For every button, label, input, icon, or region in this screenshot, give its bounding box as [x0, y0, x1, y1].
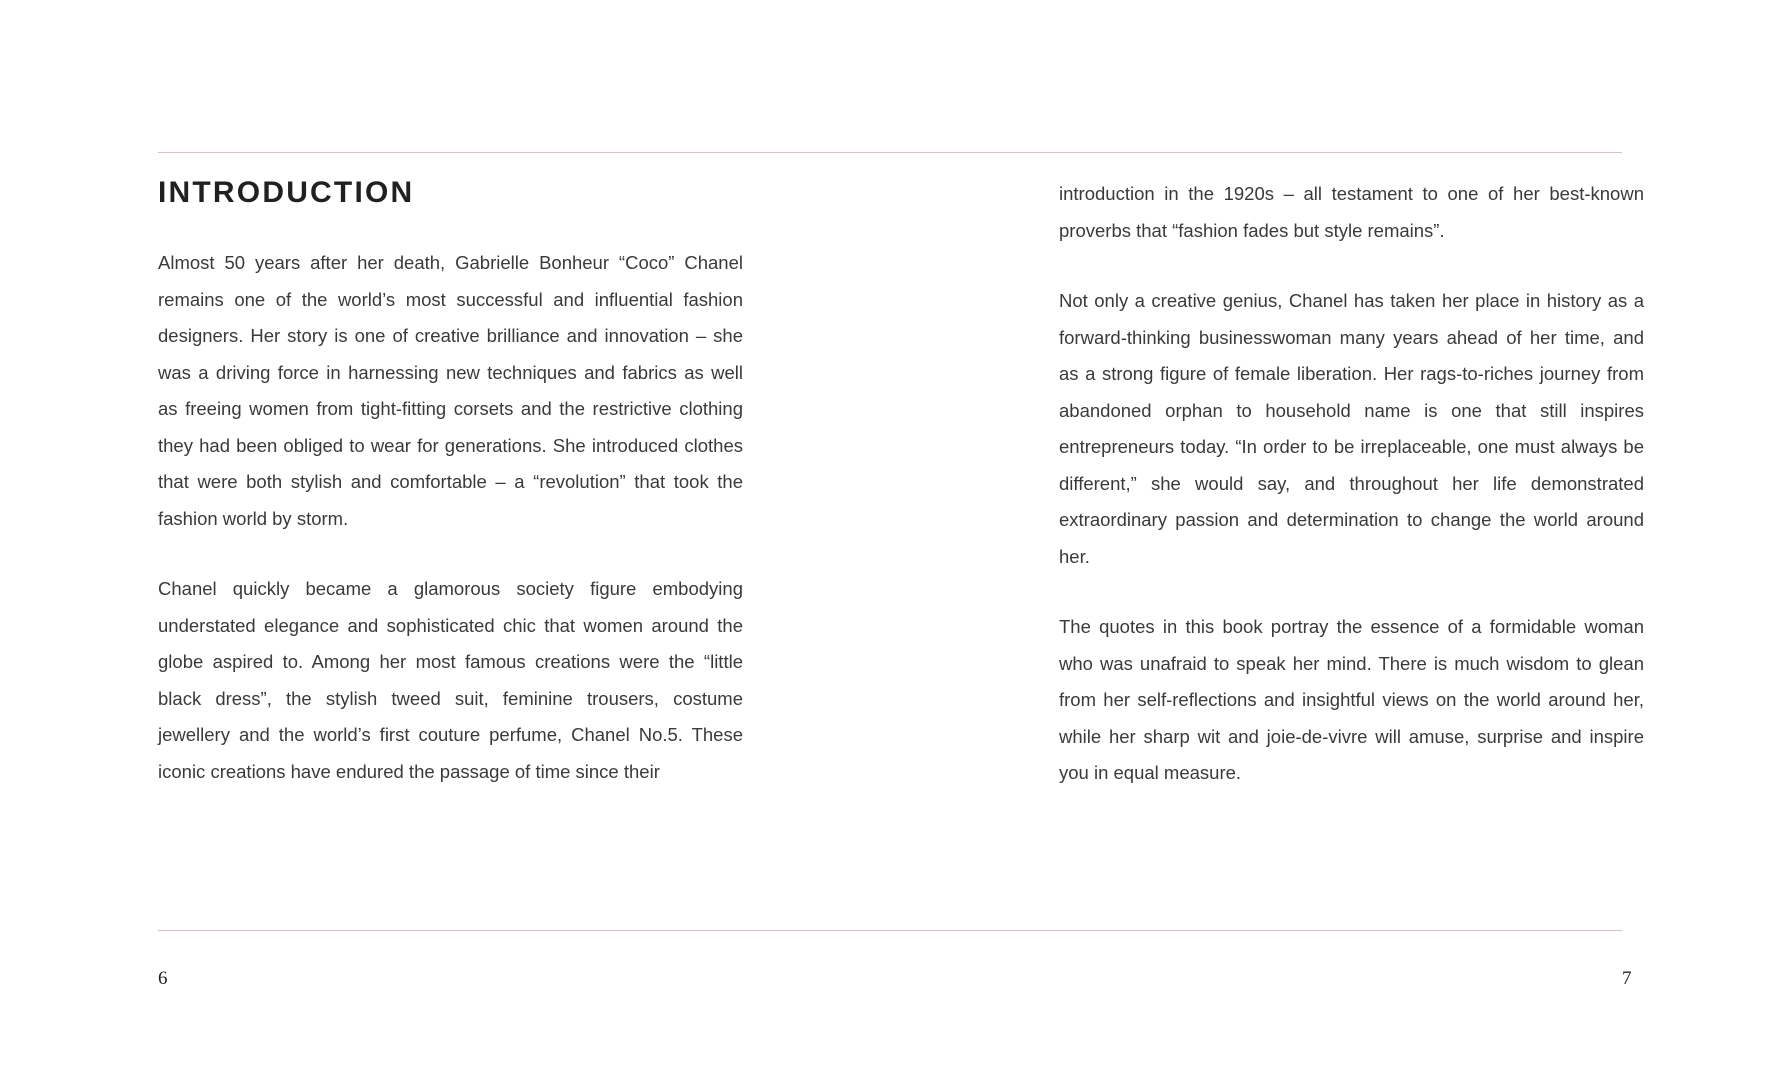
paragraph: introduction in the 1920s – all testament to one of her best-known proverbs that “fashion fades but style remains”. — [1059, 183, 1644, 241]
right-page — [1059, 176, 1644, 792]
left-page — [158, 176, 743, 790]
paragraph: Almost 50 years after her death, Gabrielle Bonheur “Coco” Chanel remains one of the world’s most successful and influential fashion designers. Her story is one of creative brilliance and innovation – she was a driving force in harnessing new techniques and fabrics as well as freeing women from tight-fitting corsets and the restrictive clothing they had been obliged to wear for generations. She introduced clothes that were both stylish and comfortable – a “revolution” that took the fashion world by storm. — [158, 252, 743, 529]
page-title: INTRODUCTION — [158, 176, 415, 209]
top-rule — [158, 152, 1622, 153]
bottom-rule — [158, 930, 1622, 931]
page-number-left: 6 — [158, 968, 168, 989]
page-number-right: 7 — [1622, 968, 1632, 989]
paragraph: Not only a creative genius, Chanel has taken her place in history as a forward-thinking businesswoman many years ahead of her time, and as a strong figure of female liberation. Her rags-to-riches journey from abandoned orphan to household name is one that still inspires entrepreneurs today. “In order to be irreplaceable, one must always be different,” she would say, and throughout her life demonstrated extraordinary passion and determination to change the world around her. — [1059, 290, 1644, 567]
paragraph: Chanel quickly became a glamorous society figure embodying understated elegance and sophisticated chic that women around the globe aspired to. Among her most famous creations were the “little black dress”, the stylish tweed suit, feminine trousers, costume jewellery and the world’s first couture perfume, Chanel No.5. These iconic creations have endured the passage of time since their — [158, 578, 743, 782]
paragraph: The quotes in this book portray the essence of a formidable woman who was unafraid to speak her mind. There is much wisdom to glean from her self-reflections and insightful views on the world around her, while her sharp wit and joie-de-vivre will amuse, surprise and inspire you in equal measure. — [1059, 616, 1644, 783]
